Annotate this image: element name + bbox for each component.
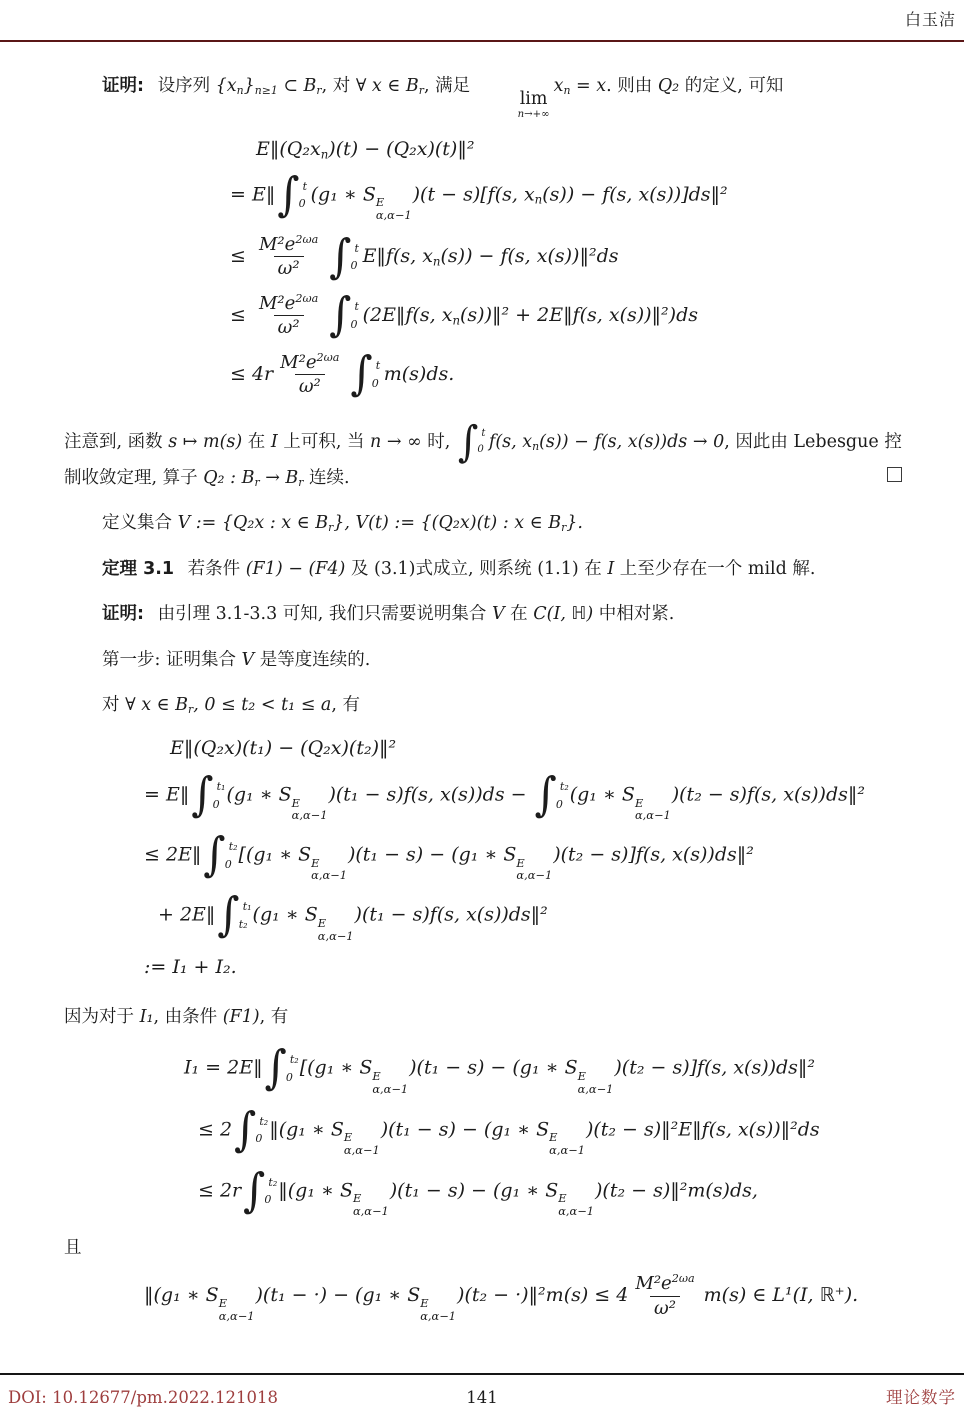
integral-sign: ∫ t 0 bbox=[277, 167, 308, 222]
math-line: ≤ 2 ∫ t₂ 0 ‖(g₁ ∗ S E α,α−1 )(t₁ − s) − (g₁ ∗ S E α,α−1 )(t₂ − s)‖²E‖f(s, x(s))‖²ds bbox=[198, 1102, 820, 1157]
math-line: ≤ 4r $\frac{M^2e^{2\omega a}}{\text{ω²}}$ ∫ t 0 m(s)ds. bbox=[230, 347, 455, 402]
integral-sign: ∫ t₂ 0 bbox=[203, 828, 238, 883]
math-line: ‖(g₁ ∗ S E α,α−1 )(t₁ − ·) − (g₁ ∗ S E α,α−1 )(t₂ − ·)‖²m(s) ≤ 4 $\frac{M^2e^{2\omega a}}{\text{ω²}}$ m(s) ∈ L¹(I, ℝ⁺). bbox=[144, 1272, 859, 1324]
footer-row bbox=[0, 1384, 964, 1408]
integral-sign: ∫ t₂ 0 bbox=[264, 1041, 299, 1096]
note-paragraph: 注意到, 函数 s ↦ m(s) 在 I 上可积, 当 n → ∞ 时, ∫ t 0 f(s, xn(s)) − f(s, x(s))ds → 0, 因此由 Lebesgue 控制收敛定理, 算子 Q₂ : Br → Br 连续. bbox=[64, 416, 902, 490]
integral-sign: ∫ t₂ 0 bbox=[234, 1102, 269, 1157]
define-set-paragraph: 定义集合 V := {Q₂x : x ∈ Br}, V(t) := {(Q₂x)(t) : x ∈ Br}. bbox=[102, 513, 583, 535]
proof-intro-paragraph: 证明: 设序列 {xn}n≥1 ⊂ Br, 对 ∀ x ∈ Br, 满足 lim n→+∞ xn = x. 则由 Q₂ 的定义, 可知 bbox=[102, 76, 784, 120]
integral-sign: ∫ t₁ t₂ bbox=[217, 888, 252, 943]
header-rule bbox=[0, 40, 964, 42]
qed-square bbox=[887, 467, 902, 482]
page-header bbox=[0, 0, 964, 42]
math-line: ≤ 2E‖ ∫ t₂ 0 [(g₁ ∗ S E α,α−1 )(t₁ − s) − (g₁ ∗ S E α,α−1 )(t₂ − s)]f(s, x(s))ds‖² bbox=[144, 828, 754, 883]
integral-sign: ∫ t 0 bbox=[329, 288, 359, 343]
integral-sign: ∫ t 0 bbox=[329, 229, 359, 284]
math-line: + 2E‖ ∫ t₁ t₂ (g₁ ∗ S E α,α−1 )(t₁ − s)f(s, x(s))ds‖² bbox=[158, 888, 548, 943]
math-display-1 bbox=[230, 136, 902, 402]
math-line: := I₁ + I₂. bbox=[144, 956, 237, 979]
math-display-2 bbox=[144, 735, 902, 981]
integral-sign: ∫ t 0 bbox=[457, 416, 486, 467]
integral-sign: ∫ t₂ 0 bbox=[243, 1163, 278, 1218]
paper-body bbox=[0, 44, 964, 1323]
step-1-paragraph: 第一步: 证明集合 V 是等度连续的. bbox=[102, 649, 371, 670]
integral-sign: ∫ t₁ 0 bbox=[191, 767, 226, 822]
doi-text: DOI: 10.12677/pm.2022.121018 bbox=[8, 1388, 279, 1407]
because-paragraph: 因为对于 I₁, 由条件 (F1), 有 bbox=[64, 1006, 289, 1027]
math-line: ≤ $\frac{M^2e^{2\omega a}}{\text{ω²}}$ ∫ t 0 (2E‖f(s, xn(s))‖² + 2E‖f(s, x(s))‖²)ds bbox=[230, 288, 698, 343]
footer-rule bbox=[0, 1373, 964, 1375]
author-name: 白玉洁 bbox=[904, 10, 956, 29]
math-line: E‖(Q₂xn)(t) − (Q₂x)(t)‖² bbox=[256, 138, 475, 162]
journal-name: 理论数学 bbox=[886, 1388, 956, 1407]
math-line: = E‖ ∫ t 0 (g₁ ∗ S E α,α−1 )(t − s)[f(s, xn(s)) − f(s, x(s))]ds‖² bbox=[230, 167, 728, 223]
integral-sign: ∫ t 0 bbox=[350, 347, 381, 402]
math-line: I₁ = 2E‖ ∫ t₂ 0 [(g₁ ∗ S E α,α−1 )(t₁ − s) − (g₁ ∗ S E α,α−1 )(t₂ − s)]f(s, x(s))ds‖² bbox=[184, 1041, 816, 1096]
forall-paragraph: 对 ∀ x ∈ Br, 0 ≤ t₂ < t₁ ≤ a, 有 bbox=[102, 694, 360, 716]
page-number: 141 bbox=[466, 1388, 498, 1407]
math-display-3 bbox=[184, 1041, 902, 1219]
and-paragraph: 且 bbox=[64, 1237, 82, 1258]
math-display-4 bbox=[144, 1272, 902, 1323]
math-line: ≤ $\frac{M^2e^{2\omega a}}{\text{ω²}}$ ∫ t 0 E‖f(s, xn(s)) − f(s, x(s))‖²ds bbox=[230, 229, 619, 284]
math-line: ≤ 2r ∫ t₂ 0 ‖(g₁ ∗ S E α,α−1 )(t₁ − s) − (g₁ ∗ S E α,α−1 )(t₂ − s)‖²m(s)ds, bbox=[198, 1163, 758, 1219]
integral-sign: ∫ t₂ 0 bbox=[534, 767, 569, 822]
math-line: = E‖ ∫ t₁ 0 (g₁ ∗ S E α,α−1 )(t₁ − s)f(s, x(s))ds − ∫ t₂ 0 (g₁ ∗ S E α,α−1 )(t₂ − s)f(s, x(s))ds‖² bbox=[144, 767, 865, 823]
math-line: E‖(Q₂x)(t₁) − (Q₂x)(t₂)‖² bbox=[170, 737, 397, 760]
proof-2-paragraph: 证明: 由引理 3.1-3.3 可知, 我们只需要说明集合 V 在 C(I, ℍ) 中相对紧. bbox=[102, 604, 675, 625]
page-footer bbox=[0, 1373, 964, 1408]
theorem-3-1: 定理 3.1 若条件 (F1) − (F4) 及 (3.1)式成立, 则系统 (1.1) 在 I 上至少存在一个 mild 解. bbox=[102, 558, 816, 579]
